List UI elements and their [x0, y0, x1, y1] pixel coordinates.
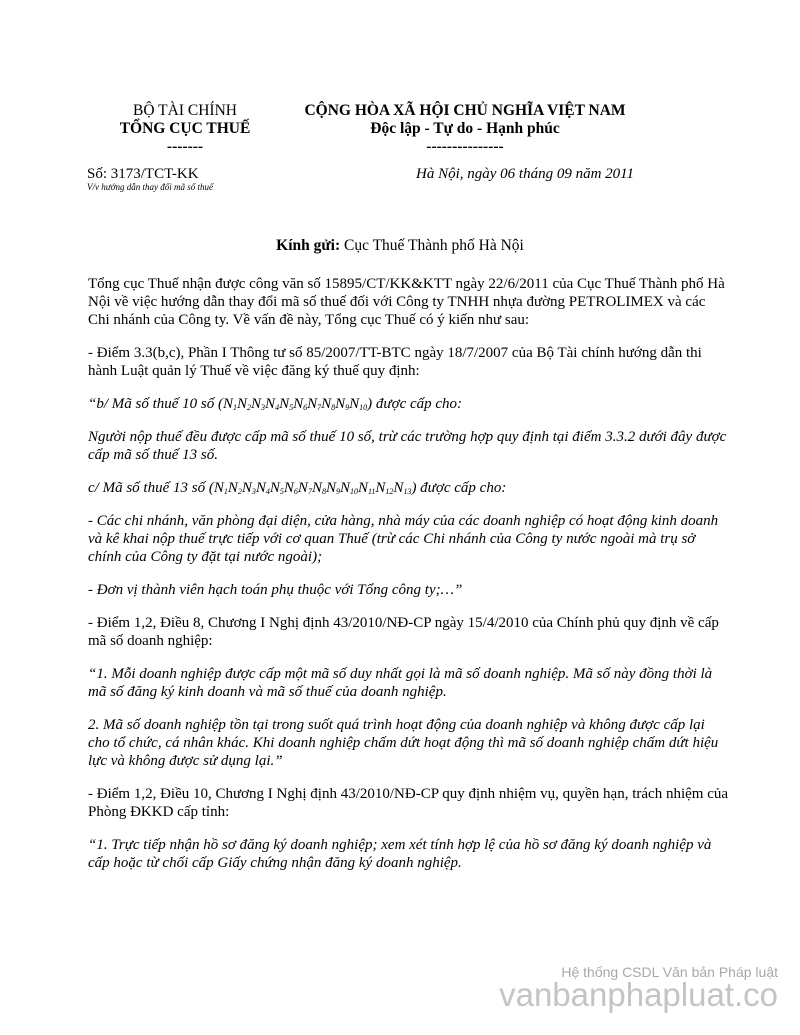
body-paragraph: - Điểm 1,2, Điều 10, Chương I Nghị định 43/2010/NĐ-CP quy định nhiệm vụ, quyền hạn, trách nhiệm của Phòng ĐKKD cấp tỉnh:: [88, 786, 729, 820]
quoted-paragraph: “1. Trực tiếp nhận hồ sơ đăng ký doanh nghiệp; xem xét tính hợp lệ của hồ sơ đăng ký doanh nghiệp và cấp hoặc từ chối cấp Giấy chứng nhận đăng ký doanh nghiệp.: [88, 837, 712, 871]
digit-subscript: 3: [251, 487, 256, 496]
national-motto: Độc lập - Tự do - Hạnh phúc: [370, 120, 560, 137]
quoted-tax-code-10: “b/ Mã số thuế 10 số $(N_1N_2N_3N_4N_5N_6N_7N_8N_9N_{10})$ được cấp cho:: [88, 396, 463, 412]
quoted-paragraph: - Đơn vị thành viên hạch toán phụ thuộc với Tổng công ty;…”: [88, 582, 463, 598]
body-paragraph: - Điểm 3.3(b,c), Phần I Thông tư số 85/2007/TT-BTC ngày 18/7/2007 của Bộ Tài chính hướng dẫn thi hành Luật quản lý Thuế về việc đăng ký thuế quy định:: [88, 345, 702, 379]
quoted-paragraph: - Các chi nhánh, văn phòng đại diện, cửa hàng, nhà máy của các doanh nghiệp có hoạt động kinh doanh và kê khai nộp thuế trực tiếp với cơ quan Thuế (trừ các Chi nhánh của Công ty nước ngoài mà trụ sở chính của Công ty đặt tại nước ngoài);: [88, 513, 719, 565]
digit-subscript: 7: [317, 403, 322, 412]
digit-subscript: 3: [261, 403, 266, 412]
digit-subscript: 1: [233, 403, 238, 412]
digit-subscript: 10: [359, 403, 368, 412]
digit-subscript: 2: [247, 403, 252, 412]
digit-subscript: 8: [321, 487, 326, 496]
digit-subscript: 8: [331, 403, 336, 412]
quoted-paragraph: “1. Mỗi doanh nghiệp được cấp một mã số duy nhất gọi là mã số doanh nghiệp. Mã số này đồng thời là mã số đăng ký kinh doanh và mã số thuế của doanh nghiệp.: [88, 666, 713, 700]
digit-subscript: 5: [279, 487, 284, 496]
tax-code-13-formula: $N_1N_2N_3N_4N_5N_6N_7N_8N_9N_{10}N_{11}N_{12}N_{13}$: [213, 480, 412, 496]
recipient-name: Cục Thuế Thành phố Hà Nội: [344, 237, 524, 254]
digit-subscript: 1: [223, 487, 228, 496]
digit-subscript: 5: [289, 403, 294, 412]
national-title-block: [290, 102, 640, 156]
recipient-label: Kính gửi:: [276, 237, 341, 254]
motto-divider: ---------------: [426, 138, 504, 155]
digit-subscript: 7: [307, 487, 312, 496]
digit-subscript: 4: [275, 403, 280, 412]
digit-subscript: 2: [237, 487, 242, 496]
digit-subscript: 10: [349, 487, 358, 496]
document-body: [88, 275, 728, 887]
department-name: TỔNG CỤC THUẾ: [119, 120, 251, 137]
digit-subscript: 12: [385, 487, 394, 496]
document-subject: V/v hướng dẫn thay đổi mã số thuế: [87, 182, 213, 192]
issue-date: Hà Nội, ngày 06 tháng 09 năm 2011: [416, 166, 635, 182]
watermark-site: vanbanphapluat.co: [499, 976, 778, 1013]
body-paragraph: Tổng cục Thuế nhận được công văn số 15895/CT/KK&KTT ngày 22/6/2011 của Cục Thuế Thành phố Hà Nội về việc hướng dẫn thay đổi mã số thuế đối với Công ty TNHH nhựa đường PETROLIMEX và các Chi nhánh của Công ty. Về vấn đề này, Tổng cục Thuế có ý kiến như sau:: [88, 276, 725, 328]
nation-name: CỘNG HÒA XÃ HỘI CHỦ NGHĨA VIỆT NAM: [304, 102, 626, 119]
tax-code-10-formula: $N_1N_2N_3N_4N_5N_6N_7N_8N_9N_{10}$: [223, 396, 368, 412]
document-number: Số: 3173/TCT-KK: [87, 166, 199, 182]
digit-subscript: 11: [368, 487, 376, 496]
digit-subscript: 6: [303, 403, 308, 412]
quoted-paragraph: 2. Mã số doanh nghiệp tồn tại trong suốt quá trình hoạt động của doanh nghiệp và không được cấp lại cho tổ chức, cá nhân khác. Khi doanh nghiệp chấm dứt hoạt động thì mã số doanh nghiệp chấm dứt hiệu lực và không được sử dụng lại.”: [88, 717, 719, 769]
watermark-caption: Hệ thống CSDL Văn bản Pháp luật: [561, 964, 778, 980]
agency-divider: -------: [166, 138, 204, 155]
issuing-agency-block: [95, 102, 275, 156]
quoted-tax-code-13: c/ Mã số thuế 13 số $(N_1N_2N_3N_4N_5N_6N_7N_8N_9N_{10}N_{11}N_{12}N_{13})$ được cấp cho:: [88, 480, 507, 496]
ministry-name: BỘ TÀI CHÍNH: [133, 102, 237, 119]
quoted-paragraph: Người nộp thuế đều được cấp mã số thuế 10 số, trừ các trường hợp quy định tại điểm 3.3.2 dưới đây được cấp mã số thuế 13 số.: [88, 429, 727, 463]
digit-subscript: 4: [265, 487, 270, 496]
recipient-line: [0, 237, 800, 255]
digit-subscript: 13: [403, 487, 412, 496]
digit-subscript: 9: [335, 487, 340, 496]
body-paragraph: - Điểm 1,2, Điều 8, Chương I Nghị định 43/2010/NĐ-CP ngày 15/4/2010 của Chính phủ quy định về cấp mã số doanh nghiệp:: [88, 615, 719, 649]
digit-subscript: 9: [345, 403, 350, 412]
digit-subscript: 6: [293, 487, 298, 496]
